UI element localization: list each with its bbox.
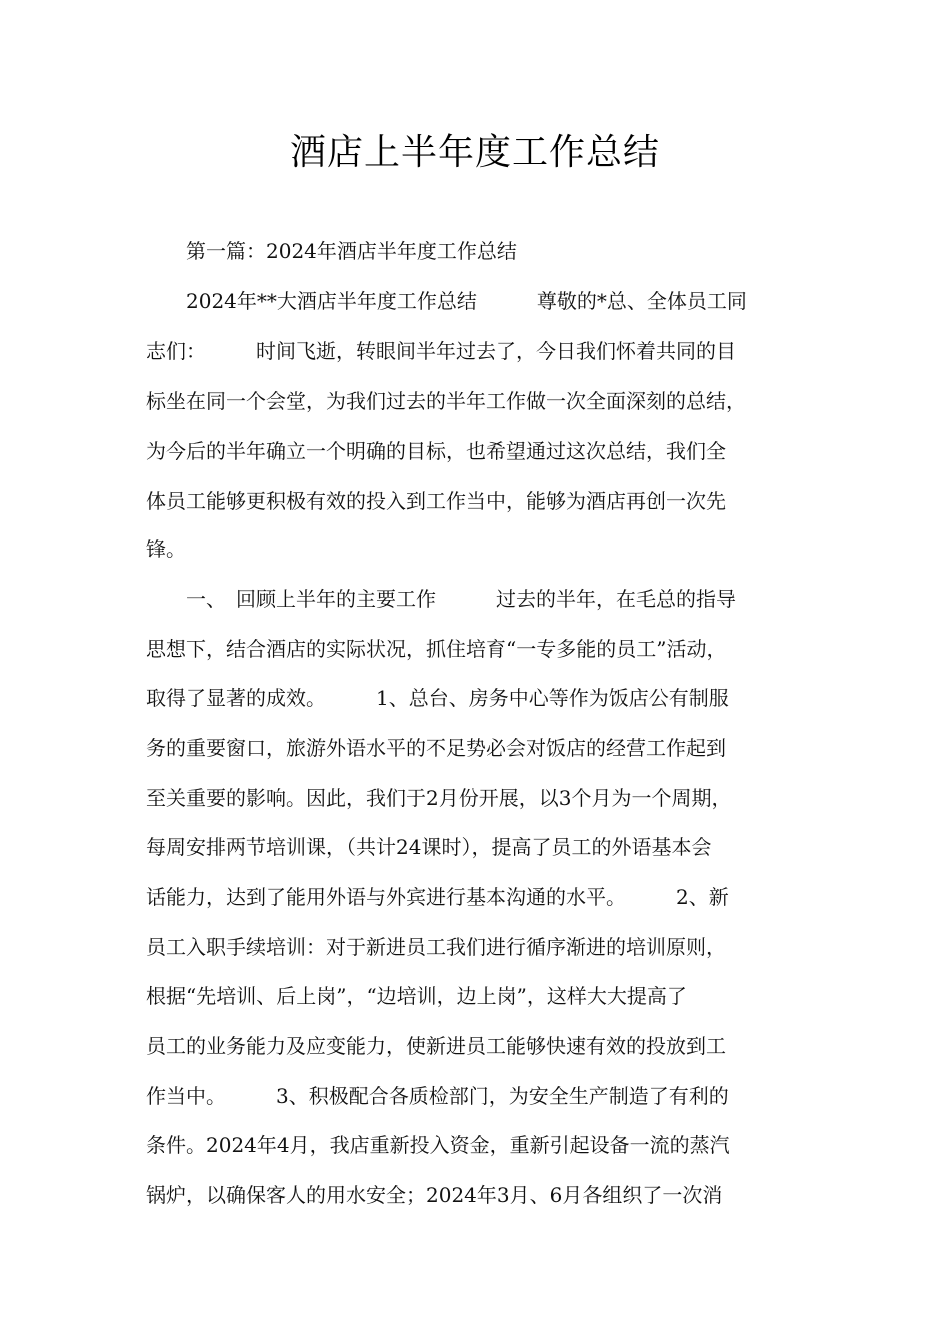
paragraph-line: 第一篇：2024年酒店半年度工作总结 xyxy=(146,239,517,263)
paragraph-line: 员工的业务能力及应变能力，使新进员工能够快速有效的投放到工 xyxy=(146,1034,726,1058)
paragraph-line: 标坐在同一个会堂，为我们过去的半年工作做一次全面深刻的总结， xyxy=(146,389,746,413)
paragraph-line: 至关重要的影响。因此，我们于2月份开展，以3个月为一个周期， xyxy=(146,786,732,810)
paragraph-line: 每周安排两节培训课，（共计24课时），提高了员工的外语基本会 xyxy=(146,835,712,859)
paragraph-line: 锅炉，以确保客人的用水安全；2024年3月、6月各组织了一次消 xyxy=(146,1183,723,1207)
paragraph-line: 锋。 xyxy=(146,537,186,561)
paragraph-line: 为今后的半年确立一个明确的目标，也希望通过这次总结，我们全 xyxy=(146,439,726,463)
paragraph-line: 员工入职手续培训：对于新进员工我们进行循序渐进的培训原则， xyxy=(146,935,726,959)
paragraph-line: 志们： 时间飞逝，转眼间半年过去了，今日我们怀着共同的目 xyxy=(146,339,736,363)
paragraph-line: 根据“先培训、后上岗”，“边培训，边上岗”，这样大大提高了 xyxy=(146,984,687,1008)
paragraph-line: 话能力，达到了能用外语与外宾进行基本沟通的水平。 2、新 xyxy=(146,885,729,909)
paragraph-line: 取得了显著的成效。 1、总台、房务中心等作为饭店公有制服 xyxy=(146,686,729,710)
paragraph-line: 2024年**大酒店半年度工作总结 尊敬的*总、全体员工同 xyxy=(146,289,747,313)
paragraph-line: 务的重要窗口，旅游外语水平的不足势必会对饭店的经营工作起到 xyxy=(146,736,726,760)
paragraph-line: 一、 回顾上半年的主要工作 过去的半年，在毛总的指导 xyxy=(146,587,736,611)
paragraph-line: 思想下，结合酒店的实际状况，抓住培育“一专多能的员工”活动， xyxy=(146,637,727,661)
paragraph-line: 条件。2024年4月，我店重新投入资金，重新引起设备一流的蒸汽 xyxy=(146,1133,730,1157)
document-title: 酒店上半年度工作总结 xyxy=(289,132,660,173)
paragraph-line: 体员工能够更积极有效的投入到工作当中，能够为酒店再创一次先 xyxy=(146,489,726,513)
paragraph-line: 作当中。 3、积极配合各质检部门，为安全生产制造了有利的 xyxy=(146,1084,729,1108)
